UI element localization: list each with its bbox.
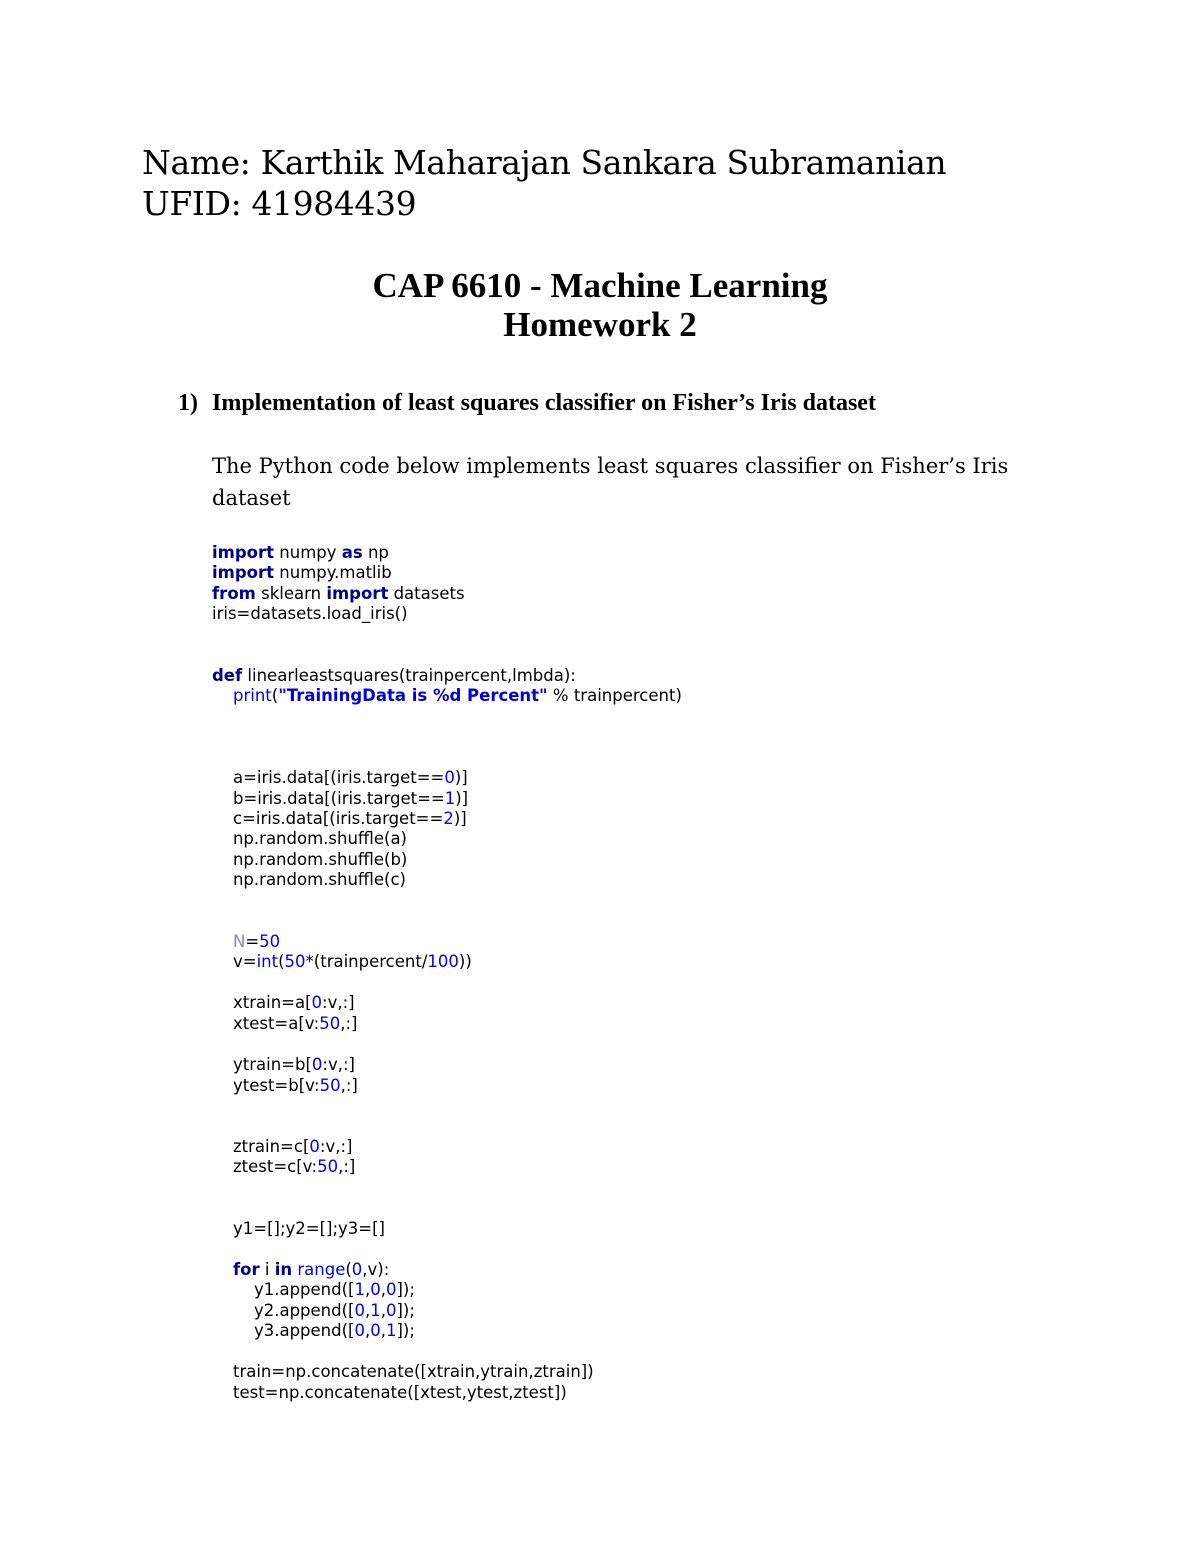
code-token: ]); — [396, 1301, 415, 1320]
code-token: 0 — [370, 1321, 381, 1340]
code-token — [212, 686, 233, 705]
code-token: 0 — [385, 1301, 397, 1320]
code-token: 1 — [385, 1321, 397, 1340]
code-token: :v,:] — [319, 1137, 353, 1156]
code-token: , — [380, 1301, 386, 1320]
code-line — [212, 1321, 415, 1341]
code-token: c=iris.data[(iris.target== — [212, 809, 444, 828]
code-token: 0 — [354, 1321, 365, 1340]
question-heading: Implementation of least squares classifier on Fisher’s Iris dataset — [212, 390, 876, 416]
question-number: 1) — [178, 390, 198, 416]
course-title: CAP 6610 - Machine Learning — [372, 266, 828, 305]
code-token: ytest=b[v: — [212, 1076, 320, 1095]
code-line — [212, 932, 280, 952]
code-token: import — [212, 543, 275, 562]
code-token: b=iris.data[(iris.target== — [212, 789, 445, 808]
code-token: 1 — [370, 1301, 381, 1320]
code-token: int — [256, 952, 279, 971]
code-token: 50 — [259, 932, 281, 951]
code-token: range — [297, 1260, 346, 1279]
code-token: np.random.shuffle(a) — [212, 829, 407, 848]
code-token: ytrain=b[ — [212, 1055, 312, 1074]
code-token: , — [364, 1321, 371, 1340]
code-token: 100 — [427, 952, 459, 971]
code-token: a=iris.data[(iris.target== — [212, 768, 445, 787]
code-line — [212, 1362, 594, 1382]
code-token: 0 — [311, 1055, 323, 1074]
code-line — [212, 584, 465, 604]
code-token: ( — [278, 952, 285, 971]
code-token: y3.append([ — [212, 1321, 355, 1340]
code-token — [212, 932, 233, 951]
code-token: from — [212, 584, 256, 603]
code-token: , — [380, 1280, 386, 1299]
code-token: import — [212, 563, 275, 582]
code-token: y2.append([ — [212, 1301, 355, 1320]
code-line — [212, 829, 407, 849]
code-token: , — [380, 1321, 386, 1340]
code-token: *(trainpercent/ — [305, 952, 428, 971]
code-token: import — [326, 584, 389, 603]
code-token: 50 — [284, 952, 306, 971]
code-token: in — [274, 1260, 293, 1279]
student-name: Name: Karthik Maharajan Sankara Subramanian — [142, 143, 947, 182]
code-token: i — [259, 1260, 275, 1279]
code-line — [212, 604, 408, 624]
code-line — [212, 1301, 415, 1321]
code-token: , — [364, 1280, 371, 1299]
code-token: sklearn — [255, 584, 327, 603]
code-token: 0 — [444, 768, 455, 787]
student-ufid: UFID: 41984439 — [142, 184, 417, 223]
code-token: ,:] — [340, 1076, 358, 1095]
code-line — [212, 768, 468, 788]
code-token: xtest=a[v: — [212, 1014, 320, 1033]
code-token: train=np.concatenate([xtrain,ytrain,ztrain]) — [212, 1362, 594, 1381]
code-token: )) — [458, 952, 472, 971]
code-line — [212, 1383, 567, 1403]
code-line — [212, 563, 392, 583]
code-token: ,v): — [362, 1260, 390, 1279]
code-token: np — [362, 543, 389, 562]
code-token: 0 — [354, 1301, 365, 1320]
code-token: y1=[];y2=[];y3=[] — [212, 1219, 385, 1238]
code-token: :v,:] — [322, 1055, 355, 1074]
code-token: ( — [345, 1260, 352, 1279]
code-line — [212, 1260, 389, 1280]
code-token: numpy — [274, 543, 342, 562]
code-token: as — [341, 543, 363, 562]
code-token: xtrain=a[ — [212, 993, 312, 1012]
code-token: 50 — [319, 1014, 341, 1033]
code-token: iris=datasets.load_iris() — [212, 604, 408, 623]
code-line — [212, 1055, 355, 1075]
code-line — [212, 686, 682, 706]
code-token: = — [245, 932, 260, 951]
code-line — [212, 1219, 385, 1239]
code-token: v= — [212, 952, 257, 971]
code-line — [212, 809, 467, 829]
code-token: for — [232, 1260, 260, 1279]
code-token: "TrainingData is %d Percent" — [278, 686, 548, 705]
code-line — [212, 1280, 415, 1300]
code-token: 2 — [443, 809, 454, 828]
code-token: numpy.matlib — [274, 563, 392, 582]
code-token: 0 — [311, 993, 323, 1012]
code-token: ztest=c[v: — [212, 1157, 318, 1176]
code-token: 50 — [317, 1157, 339, 1176]
code-token: )] — [454, 768, 468, 787]
code-token: 0 — [385, 1280, 397, 1299]
code-token: np.random.shuffle(c) — [212, 870, 406, 889]
code-token: 50 — [319, 1076, 341, 1095]
code-token: def — [212, 666, 243, 685]
code-token — [212, 1260, 233, 1279]
code-token: 1 — [354, 1280, 365, 1299]
code-token: print — [232, 686, 272, 705]
code-token: ,:] — [338, 1157, 356, 1176]
code-token: ]); — [396, 1280, 415, 1299]
question-description: The Python code below implements least squares classifier on Fisher’s Iris dataset — [212, 454, 1009, 510]
code-line — [212, 1157, 355, 1177]
code-token: ( — [271, 686, 279, 705]
code-token: ,:] — [340, 1014, 358, 1033]
code-token: ztrain=c[ — [212, 1137, 310, 1156]
code-line — [212, 1014, 357, 1034]
code-line — [212, 543, 389, 563]
code-token: 0 — [309, 1137, 320, 1156]
code-line — [212, 850, 407, 870]
code-line — [212, 789, 468, 809]
code-token: test=np.concatenate([xtest,ytest,ztest]) — [212, 1383, 567, 1402]
code-token: :v,:] — [322, 993, 355, 1012]
code-token: % trainpercent) — [547, 686, 682, 705]
code-token: 1 — [444, 789, 456, 808]
code-token: )] — [455, 789, 469, 808]
code-line — [212, 952, 472, 972]
code-token: )] — [453, 809, 467, 828]
code-token: N — [232, 932, 246, 951]
code-line — [212, 870, 406, 890]
code-token: 0 — [351, 1260, 363, 1279]
code-line — [212, 1076, 358, 1096]
homework-title: Homework 2 — [503, 305, 697, 344]
code-line — [212, 666, 576, 686]
code-token: linearleastsquares(trainpercent,lmbda): — [242, 666, 576, 685]
code-line — [212, 993, 355, 1013]
code-token: np.random.shuffle(b) — [212, 850, 408, 869]
code-token: 0 — [370, 1280, 381, 1299]
code-token: , — [364, 1301, 371, 1320]
code-token: datasets — [388, 584, 465, 603]
code-line — [212, 1137, 352, 1157]
code-token: ]); — [396, 1321, 415, 1340]
code-token: y1.append([ — [212, 1280, 355, 1299]
